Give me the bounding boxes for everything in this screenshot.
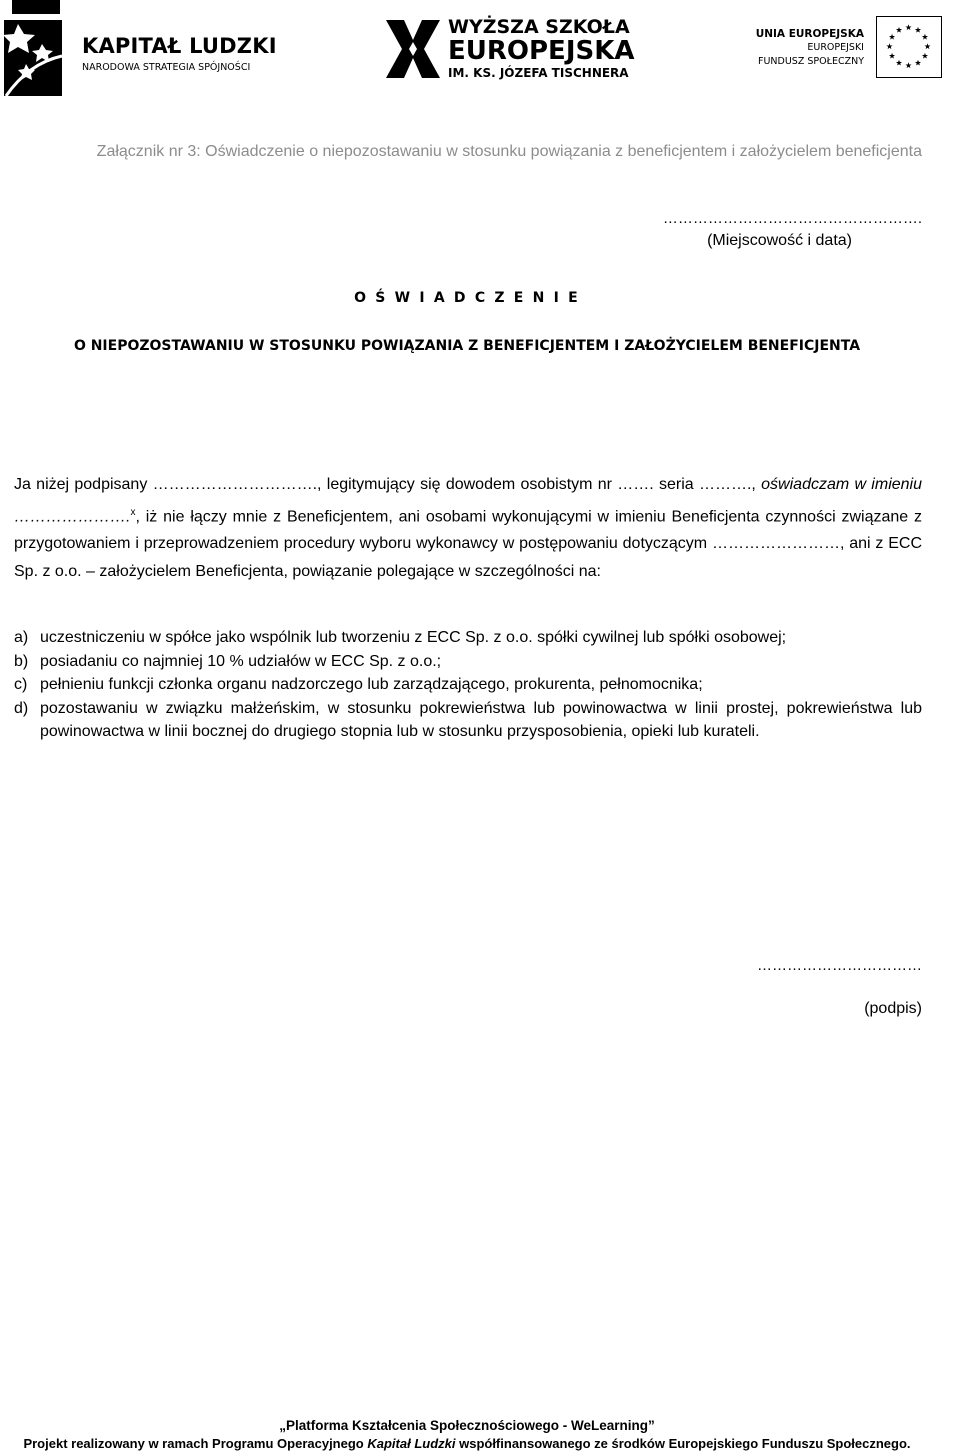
place-date-dots: …………………………………………….: [662, 210, 922, 227]
eu-flag-icon: [876, 16, 942, 78]
list-marker: a): [14, 629, 29, 646]
declaration-paragraph: [14, 471, 922, 585]
wse-line1: WYŻSZA SZKOŁA: [448, 16, 630, 38]
list-item: [14, 673, 922, 697]
list-item: [14, 650, 922, 674]
wse-line3: IM. KS. JÓZEFA TISCHNERA: [448, 66, 629, 80]
relationship-list: [14, 626, 922, 744]
kapital-ludzki-logo: [4, 0, 284, 98]
place-date-label: (Miejscowość i data): [707, 232, 852, 249]
signature-dots: ……………………………: [757, 957, 922, 974]
eu-line2: EUROPEJSKI: [807, 42, 864, 53]
paragraph-part3: , iż nie łączy mnie z Beneficjentem, ani osobami wykonującymi w imieniu Beneficjenta czynności związane z przygotowaniem i przeprowadzeniem procedury wyboru wykonawcy w postępowaniu dotyczącym ……………………, ani z ECC Sp. z o.o. – założycielem Beneficjenta, powiązanie polegające w szczególności na:: [14, 507, 922, 580]
eu-star-icon: [889, 34, 895, 40]
footer-text-b: Kapitał Ludzki: [367, 1436, 456, 1451]
eu-star-icon: [915, 27, 921, 33]
wse-x-emblem-icon: [384, 18, 442, 80]
footer-text-a: Projekt realizowany w ramach Programu Operacyjnego: [23, 1436, 368, 1451]
eu-line1: UNIA EUROPEJSKA: [755, 28, 864, 40]
footer-project-name: „Platforma Kształcenia Społecznościowego - WeLearning”: [279, 1418, 655, 1433]
kapital-ludzki-title: KAPITAŁ LUDZKI: [82, 34, 277, 58]
list-item-text: pozostawaniu w związku małżeńskim, w stosunku pokrewieństwa lub powinowactwa w linii prostej, pokrewieństwa lub powinowactwa w linii bocznej do drugiego stopnia lub w stosunku przysposobienia, opieki lub kurateli.: [40, 699, 922, 740]
eu-star-icon: [905, 24, 911, 30]
eu-star-icon: [896, 27, 902, 33]
list-marker: d): [14, 699, 29, 717]
eu-star-icon: [922, 34, 928, 40]
paragraph-part2: oświadczam w imieniu ………………….: [14, 476, 922, 525]
kapital-ludzki-emblem-icon: [4, 0, 72, 98]
eu-star-icon: [905, 62, 911, 68]
statement-subheading: O NIEPOZOSTAWANIU W STOSUNKU POWIĄZANIA Z BENEFICJENTEM I ZAŁOŻYCIELEM BENEFICJENTA: [73, 338, 861, 354]
list-item: [14, 626, 922, 650]
list-item-text: pełnieniu funkcji członka organu nadzorczego lub zarządzającego, prokurenta, pełnomocnika;: [40, 676, 703, 693]
kapital-ludzki-subtitle: NARODOWA STRATEGIA SPÓJNOŚCI: [82, 62, 251, 73]
annex-title: Załącznik nr 3: Oświadczenie o niepozostawaniu w stosunku powiązania z beneficjentem i założycielem beneficjenta: [96, 143, 922, 160]
paragraph-part1: Ja niżej podpisany …………………………., legitymujący się dowodem osobistym nr ……. seria ……….,: [14, 476, 762, 493]
list-item: [14, 697, 922, 744]
eu-logo: [748, 16, 942, 80]
footer-funding-note: [0, 1436, 934, 1451]
footnote-marker: x: [130, 506, 136, 518]
list-marker: b): [14, 652, 29, 670]
eu-star-icon: [886, 43, 892, 49]
eu-star-icon: [924, 43, 930, 49]
statement-heading: O Ś W I A D C Z E N I E: [354, 290, 580, 306]
footer-text-c: współfinansowanego ze środków Europejskiego Funduszu Społecznego.: [455, 1436, 911, 1451]
signature-label: (podpis): [864, 1000, 922, 1017]
wse-logo: [384, 16, 634, 82]
list-marker: c): [14, 676, 28, 693]
eu-star-icon: [915, 60, 921, 66]
eu-star-icon: [896, 60, 902, 66]
eu-star-icon: [889, 53, 895, 59]
eu-star-icon: [922, 53, 928, 59]
list-item-text: posiadaniu co najmniej 10 % udziałów w ECC Sp. z o.o.;: [40, 652, 442, 670]
list-item-text: uczestniczeniu w spółce jako wspólnik lub tworzeniu z ECC Sp. z o.o. spółki cywilnej lub spółki osobowej;: [40, 629, 787, 646]
wse-line2: EUROPEJSKA: [448, 36, 635, 66]
eu-line3: FUNDUSZ SPOŁECZNY: [758, 56, 864, 67]
